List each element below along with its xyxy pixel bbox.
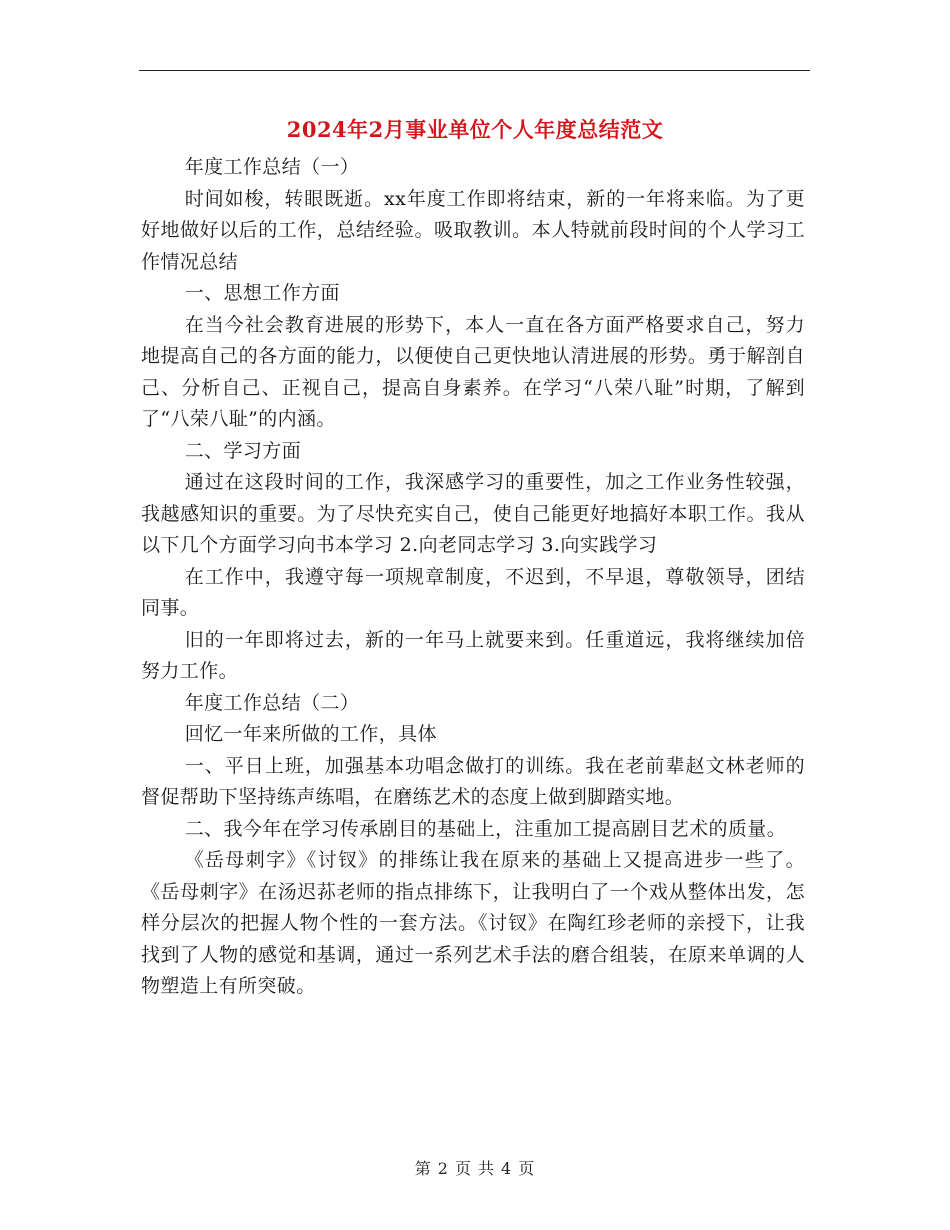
paragraph: 年度工作总结（一） [184, 156, 360, 178]
paragraph: 在当今社会教育进展的形势下，本人一直在各方面严格要求自己，努力地提高自己的各方面的能力，以便使自己更快地认清进展的形势。勇于解剖自己、分析自己、正视自己，提高自身素养。在学习“八荣八耻”时期，了解到了“八荣八耻”的内涵。 [141, 313, 805, 430]
footer-total-label: 共 [478, 1159, 496, 1178]
total-page-count: 4 [501, 1159, 513, 1178]
paragraph: 时间如梭，转眼既逝。xx年度工作即将结束，新的一年将来临。为了更好地做好以后的工作，总结经验。吸取教训。本人特就前段时间的个人学习工作情况总结 [141, 187, 805, 273]
footer-page-label: 第 [414, 1159, 432, 1178]
paragraph: 一、平日上班，加强基本功唱念做打的训练。我在老前辈赵文林老师的督促帮助下坚持练声练唱，在磨练艺术的态度上做到脚踏实地。 [141, 754, 805, 808]
page-footer [0, 1156, 950, 1179]
footer-unit-label-2: 页 [518, 1159, 536, 1178]
document-title: 2024年2月事业单位个人年度总结范文 [286, 117, 664, 142]
paragraph: 二、学习方面 [184, 439, 302, 462]
paragraph: 旧的一年即将过去，新的一年马上就要来到。任重道远，我将继续加倍努力工作。 [141, 628, 805, 682]
paragraph: 年度工作总结（二） [184, 691, 360, 714]
footer-unit-label: 页 [454, 1159, 472, 1178]
paragraph: 一、思想工作方面 [184, 282, 340, 304]
paragraph: 在工作中，我遵守每一项规章制度，不迟到，不早退，尊敬领导，团结同事。 [141, 565, 805, 619]
paragraph: 回忆一年来所做的工作，具体 [184, 723, 437, 745]
paragraph: 《岳母刺字》《讨钗》的排练让我在原来的基础上又提高进步一些了。《岳母刺字》在汤迟荪老师的指点排练下，让我明白了一个戏从整体出发，怎样分层次的把握人物个性的一套方法。《讨钗》在陶红珍老师的亲授下，让我找到了人物的感觉和基调，通过一系列艺术手法的磨合组装，在原来单调的人物塑造上有所突破。 [141, 849, 805, 997]
paragraph: 二、我今年在学习传承剧目的基础上，注重加工提高剧目艺术的质量。 [184, 817, 787, 840]
paragraph: 通过在这段时间的工作，我深感学习的重要性，加之工作业务性较强，我越感知识的重要。为了尽快充实自己，使自己能更好地搞好本职工作。我从以下几个方面学习向书本学习 2.向老同志学习 3.向实践学习 [141, 471, 805, 556]
header-rule [139, 70, 810, 71]
current-page-number: 2 [437, 1159, 449, 1178]
document-body [141, 152, 805, 1003]
